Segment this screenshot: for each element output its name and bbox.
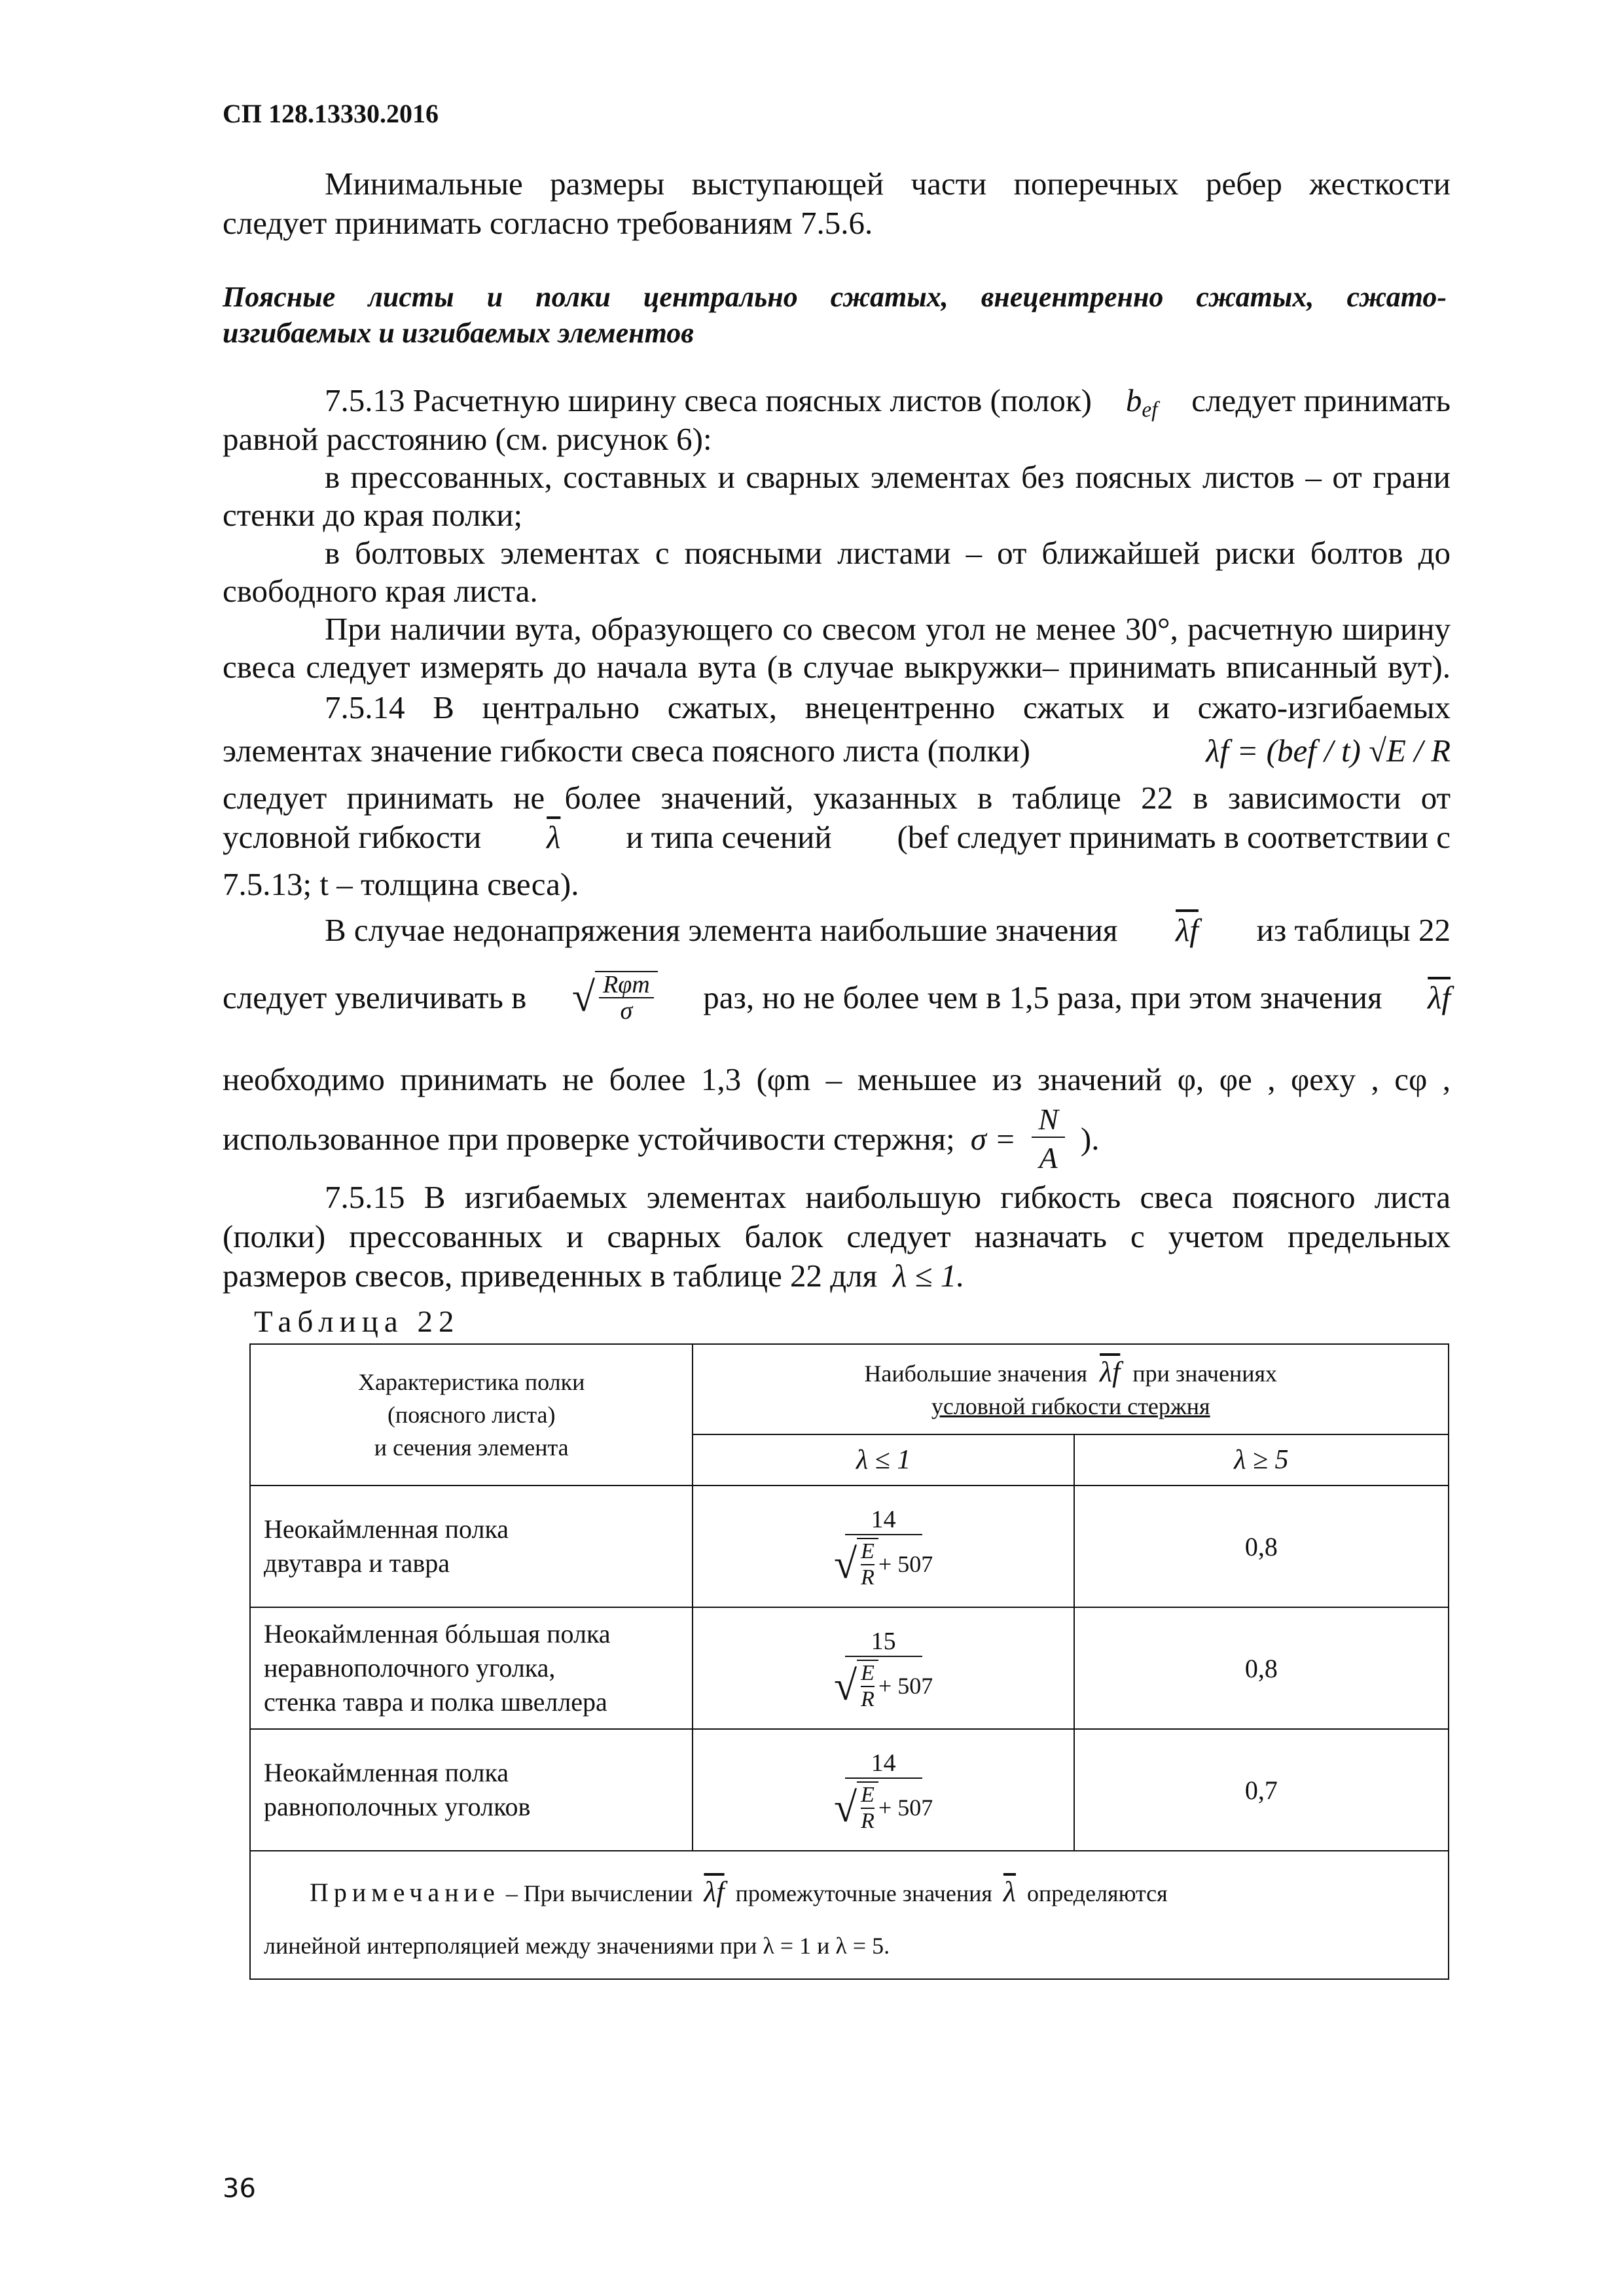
sqrt-numerator: Rφm: [599, 972, 654, 998]
sqrt-icon: √: [834, 1540, 857, 1587]
p7513-line-6: свободного края листа.: [223, 573, 538, 609]
header-col1-line-1: Характеристика полки: [358, 1369, 585, 1395]
row-1-e: E: [861, 1539, 875, 1565]
lambda-f-symbol-2: $\overline{\lambda f}$: [1428, 979, 1451, 1015]
p7514-line-4-text-b: и типа сечений: [626, 819, 832, 855]
row-3-e-over-r: [857, 1781, 878, 1834]
row-2-value: 0,8: [1074, 1607, 1449, 1729]
p7515-line-3: [223, 1257, 965, 1294]
row-2-r: R: [861, 1686, 875, 1711]
table-header-row-1: [250, 1344, 1449, 1434]
page-number: 36: [223, 2174, 256, 2204]
header-lambda-f: $\overline{\lambda f}$: [1100, 1356, 1121, 1388]
row-3-numerator: 14: [845, 1749, 922, 1779]
sigma-denominator: A: [1039, 1141, 1058, 1175]
intro-line-2: следует принимать согласно требованиям 7.5.6.: [223, 205, 873, 241]
row-1-denominator: [834, 1535, 933, 1590]
note-title: Примечание: [310, 1878, 500, 1907]
row-3-fraction: [834, 1749, 933, 1834]
row-1-r: R: [861, 1565, 875, 1590]
sqrt-fraction: [595, 971, 658, 1023]
p7514-line-7-text-a: следует увеличивать в: [223, 979, 527, 1015]
sqrt-icon: √: [834, 1662, 857, 1709]
row-2-plus-507: + 507: [878, 1672, 933, 1699]
table-row: [250, 1729, 1449, 1851]
row-1-label: [250, 1485, 693, 1607]
note-line-2: линейной интерполяцией между значениями при λ = 1 и λ = 5.: [264, 1933, 890, 1959]
sqrt-denominator: σ: [620, 997, 633, 1025]
bef-sub: ef: [1142, 397, 1158, 422]
sqrt-icon: √: [834, 1783, 857, 1831]
p7514-line-1: 7.5.14 В центрально сжатых, внецентренно сжатых и сжато-изгибаемых: [325, 689, 1451, 725]
row-3-label-line-1: Неокаймленная полка: [264, 1758, 509, 1787]
header-group-text-a: Наибольшие значения: [864, 1360, 1088, 1387]
header-flange-characteristic: [250, 1344, 693, 1485]
row-3-denominator: [834, 1779, 933, 1834]
row-1-label-line-1: Неокаймленная полка: [264, 1514, 509, 1544]
row-2-e-over-r: [857, 1660, 878, 1712]
table-22: [249, 1343, 1449, 1980]
header-lambda-le-1: λ ≤ 1: [693, 1434, 1074, 1485]
row-2-label: [250, 1607, 693, 1729]
p7514-line-8: необходимо принимать не более 1,3 (φm – меньшее из значений φ, φe , φexy , cφ ,: [223, 1061, 1451, 1097]
p7514-line-2: [223, 732, 1451, 769]
header-col1-line-2: (поясного листа): [387, 1402, 556, 1428]
p7513-line-8: свеса следует измерять до начала вута (в случае выкружки– принимать вписанный вут).: [223, 649, 1451, 685]
p7514-line-7-text-b: раз, но не более чем в 1,5 раза, при этом значения: [703, 979, 1382, 1015]
section-heading-line-1: Поясные листы и полки центрально сжатых, внецентренно сжатых, сжато-: [223, 281, 1447, 313]
row-3-r: R: [861, 1808, 875, 1833]
row-2-formula: [693, 1607, 1074, 1729]
note-text-b: промежуточные значения: [735, 1880, 992, 1906]
row-3-label-line-2: равнополочных уголков: [264, 1792, 531, 1821]
sigma-numerator: N: [1032, 1102, 1065, 1138]
sigma-formula-lhs: σ =: [970, 1120, 1017, 1157]
header-group-line-2: условной гибкости стержня: [931, 1393, 1210, 1419]
row-2-e: E: [861, 1661, 875, 1687]
section-heading-line-2: изгибаемых и изгибаемых элементов: [223, 317, 694, 349]
p7514-line-9-close: ).: [1080, 1120, 1100, 1157]
header-group-line-1: [693, 1356, 1448, 1390]
p7514-line-5: 7.5.13; t – толщина свеса).: [223, 866, 579, 902]
sqrt-r-phi-over-sigma: [572, 971, 658, 1023]
row-3-formula: [693, 1729, 1074, 1851]
bef-b: b: [1125, 382, 1142, 418]
row-2-denominator: [834, 1657, 933, 1712]
table-row: [250, 1607, 1449, 1729]
p7513-line-1-text-a: 7.5.13 Расчетную ширину свеса поясных листов (полок): [325, 382, 1092, 418]
note-line-1: [310, 1866, 1435, 1920]
row-3-e: E: [861, 1783, 875, 1809]
p7513-line-4: стенки до края полки;: [223, 497, 523, 533]
note-lambda-f: $\overline{\lambda f}$: [704, 1876, 725, 1908]
row-3-plus-507: + 507: [878, 1794, 933, 1821]
intro-line-1: Минимальные размеры выступающей части поперечных ребер жесткости: [325, 166, 1451, 202]
p7513-line-3: в прессованных, составных и сварных элементах без поясных листов – от грани: [325, 459, 1451, 495]
row-2-numerator: 15: [845, 1627, 922, 1657]
row-1-formula: [693, 1485, 1074, 1607]
table-note: [250, 1851, 1449, 1979]
p7514-line-4: [223, 818, 1451, 856]
p7514-line-4-text-a: условной гибкости: [223, 819, 482, 855]
row-1-e-over-r: [857, 1538, 878, 1590]
p7515-line-2: (полки) прессованных и сварных балок следует назначать с учетом предельных: [223, 1218, 1451, 1254]
sigma-fraction: [1032, 1102, 1065, 1175]
p7513-bef-symbol: [1126, 382, 1158, 422]
row-1-numerator: 14: [845, 1505, 922, 1535]
p7515-line-3-text: размеров свесов, приведенных в таблице 22 для: [223, 1258, 878, 1294]
p7514-line-9-text: использованное при проверке устойчивости стержня;: [223, 1120, 955, 1157]
p7514-line-6: [325, 911, 1451, 949]
p7514-line-6-text-a: В случае недонапряжения элемента наибольшие значения: [325, 912, 1118, 948]
row-2-label-line-1: Неокаймленная бóльшая полка: [264, 1619, 611, 1649]
row-1-label-line-2: двутавра и тавра: [264, 1548, 450, 1578]
document-code: СП 128.13330.2016: [223, 99, 439, 128]
table-note-row: [250, 1851, 1449, 1979]
table-row: [250, 1485, 1449, 1607]
p7514-line-4-text-c: (bef следует принимать в соответствии с: [897, 819, 1451, 855]
p7514-line-6-text-b: из таблицы 22: [1256, 912, 1451, 948]
header-group-text-b: при значениях: [1132, 1360, 1278, 1387]
p7514-line-9: [223, 1102, 1099, 1175]
row-1-value: 0,8: [1074, 1485, 1449, 1607]
row-2-label-line-2: неравнополочного уголка,: [264, 1653, 556, 1683]
row-3-value: 0,7: [1074, 1729, 1449, 1851]
p7514-line-7: [223, 961, 1451, 1033]
sqrt-icon: √: [571, 974, 595, 1020]
header-lambda-ge-5: λ ≥ 5: [1074, 1434, 1449, 1485]
p7515-line-1: 7.5.15 В изгибаемых элементах наибольшую гибкость свеса поясного листа: [325, 1179, 1451, 1215]
table-caption: Таблица 22: [254, 1305, 460, 1339]
row-2-fraction: [834, 1627, 933, 1712]
p7513-line-1-text-b: следует принимать: [1191, 382, 1451, 418]
p7513-line-2: равной расстоянию (см. рисунок 6):: [223, 421, 712, 457]
flange-slenderness-formula: λf = (bef / t) √E / R: [1206, 733, 1451, 769]
row-2-label-line-3: стенка тавра и полка швеллера: [264, 1687, 607, 1717]
row-1-fraction: [834, 1505, 933, 1590]
lambda-le-1-formula: λ ≤ 1.: [893, 1258, 965, 1294]
p7513-line-1: [325, 382, 1451, 422]
p7514-line-3: следует принимать не более значений, указанных в таблице 22 в зависимости от: [223, 780, 1451, 816]
note-text-c: определяются: [1026, 1880, 1168, 1906]
note-lambda: $\overline{\lambda}$: [1003, 1876, 1016, 1908]
row-1-plus-507: + 507: [878, 1550, 933, 1577]
lambda-symbol: $\overline{\lambda}$: [547, 819, 561, 855]
row-3-label: [250, 1729, 693, 1851]
lambda-f-symbol: $\overline{\lambda f}$: [1176, 912, 1199, 948]
header-max-values-group: [693, 1344, 1449, 1434]
note-text-a: – При вычислении: [505, 1880, 693, 1906]
header-col1-line-3: и сечения элемента: [374, 1434, 569, 1461]
p7514-line-2-text: элементах значение гибкости свеса поясного листа (полки): [223, 733, 1030, 769]
p7513-line-5: в болтовых элементах с поясными листами – от ближайшей риски болтов до: [325, 535, 1451, 571]
p7513-line-7: При наличии вута, образующего со свесом угол не менее 30°, расчетную ширину: [325, 611, 1451, 647]
